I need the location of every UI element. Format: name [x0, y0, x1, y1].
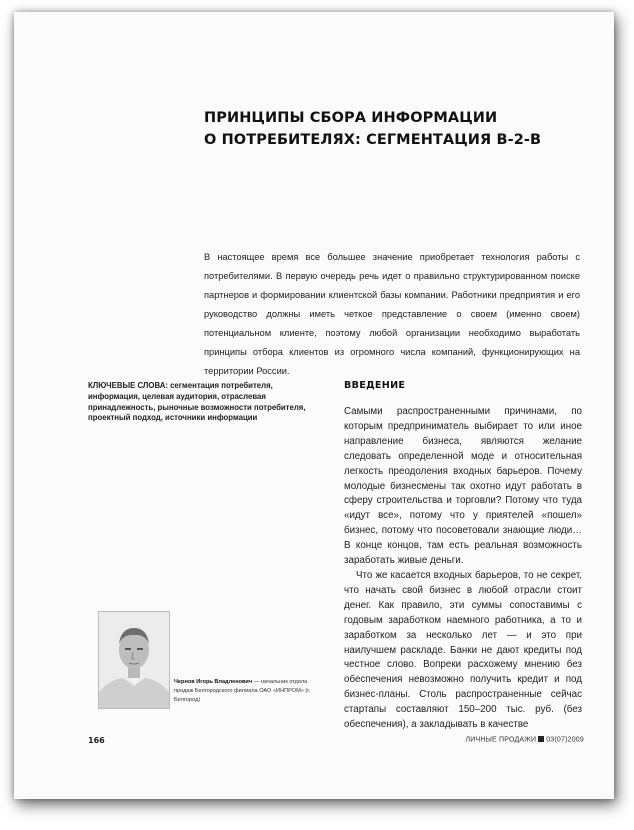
- body-paragraph-1: Самыми распространенными причинами, по которым предприниматель выбирает то или иное направление бизнеса, являются желание следовать определенной моде и относительная легкость преодоления входных барьеров. Почему молодые бизнесмены так охотно идут работать в сферу строительства и торговли? Потому что туда «идут все», потому что у приятелей «пошел» бизнес, потому что посоветовали знающие люди… В конце концов, там есть реальная возможность заработать живые деньги.: [344, 406, 582, 567]
- magazine-page: [14, 12, 614, 799]
- section-heading: ВВЕДЕНИЕ: [344, 380, 406, 391]
- article-title-line-1: ПРИНЦИПЫ СБОРА ИНФОРМАЦИИ: [204, 110, 498, 126]
- article-title-line-2: О ПОТРЕБИТЕЛЯХ: СЕГМЕНТАЦИЯ B-2-B: [204, 132, 542, 148]
- page-number: 166: [88, 736, 105, 745]
- body-paragraph-2: Что же касается входных барьеров, то не секрет, что начать свой бизнес в любой отрасли стоит денег. Как правило, эти суммы сопоставимы с годовым заработком наемного работника, а то и заработком за несколько лет — и это при наилучшем раскладе. Банки не дают кредиты под честное слово. Вопреки расхожему мнению без обеспечения невозможно получить кредит и под бизнес-планы. Столь распространенные сейчас стартапы составляют 150–200 тыс. руб. (без обеспечения), а закладывать в качестве: [344, 569, 582, 731]
- footer-issue: [465, 736, 584, 744]
- author-name: Чернов Игорь Владленович: [174, 679, 253, 685]
- author-portrait-icon: [99, 612, 169, 708]
- author-caption: [174, 678, 324, 704]
- magazine-name: ЛИЧНЫЕ ПРОДАЖИ: [465, 736, 537, 744]
- article-body: [344, 405, 582, 733]
- article-lead: В настоящее время все большее значение приобретает технология работы с потребителями. В первую очередь речь идет о правильно структурированном поиске партнеров и формировании клиентской базы компании. Работники предприятия и его руководство должны иметь четкое представление о своем (именно своем) потенциальном клиенте, поэтому любой организации необходимо выработать принципы отбора клиентов из огромного числа компаний, функционирующих на территории России.: [204, 252, 580, 376]
- author-description: — начальник отдела продаж Белгородского филиала ОАО «ИНПРОМ» (г. Белгород): [174, 679, 311, 703]
- issue-number: 03(07)2009: [546, 736, 584, 744]
- article-title: [204, 107, 604, 151]
- keywords: КЛЮЧЕВЫЕ СЛОВА: сегментация потребителя, информация, целевая аудитория, отраслевая принадлежность, рыночные возможности потребителя, проектный подход, источники информации: [88, 381, 306, 423]
- author-photo: [98, 611, 170, 709]
- square-separator-icon: [538, 736, 544, 742]
